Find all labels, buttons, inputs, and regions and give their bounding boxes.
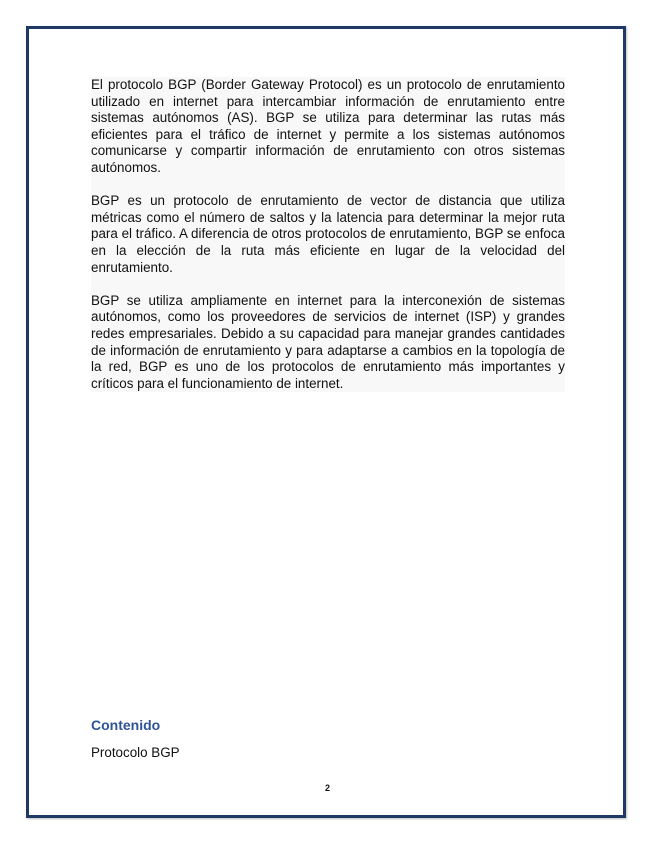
toc-heading: Contenido [91,717,161,733]
body-text [91,77,565,392]
page-number: 2 [324,783,330,793]
toc-entry-protocolo-bgp[interactable]: Protocolo BGP [91,745,180,760]
paragraph-3: BGP se utiliza ampliamente en internet para la interconexión de sistemas autónomos, como los proveedores de servicios de internet (ISP) y grandes redes empresariales. Debido a su capacidad para manejar grandes cantidades de información de enrutamiento y para adaptarse a cambios en la topología de la red, BGP es uno de los protocolos de enrutamiento más importantes y críticos para el funcionamiento de internet. [91,292,565,391]
paragraph-1: El protocolo BGP (Border Gateway Protocol) es un protocolo de enrutamiento utilizado en internet para intercambiar información de enrutamiento entre sistemas autónomos (AS). BGP se utiliza para determinar las rutas más eficientes para el tráfico de internet y permite a los sistemas autónomos comunicarse y compartir información de enrutamiento con otros sistemas autónomos. [91,77,565,175]
paragraph-2: BGP es un protocolo de enrutamiento de vector de distancia que utiliza métricas como el número de saltos y la latencia para determinar la mejor ruta para el tráfico. A diferencia de otros protocolos de enrutamiento, BGP se enfoca en la elección de la ruta más eficiente en lugar de la velocidad del enrutamiento. [91,193,565,275]
